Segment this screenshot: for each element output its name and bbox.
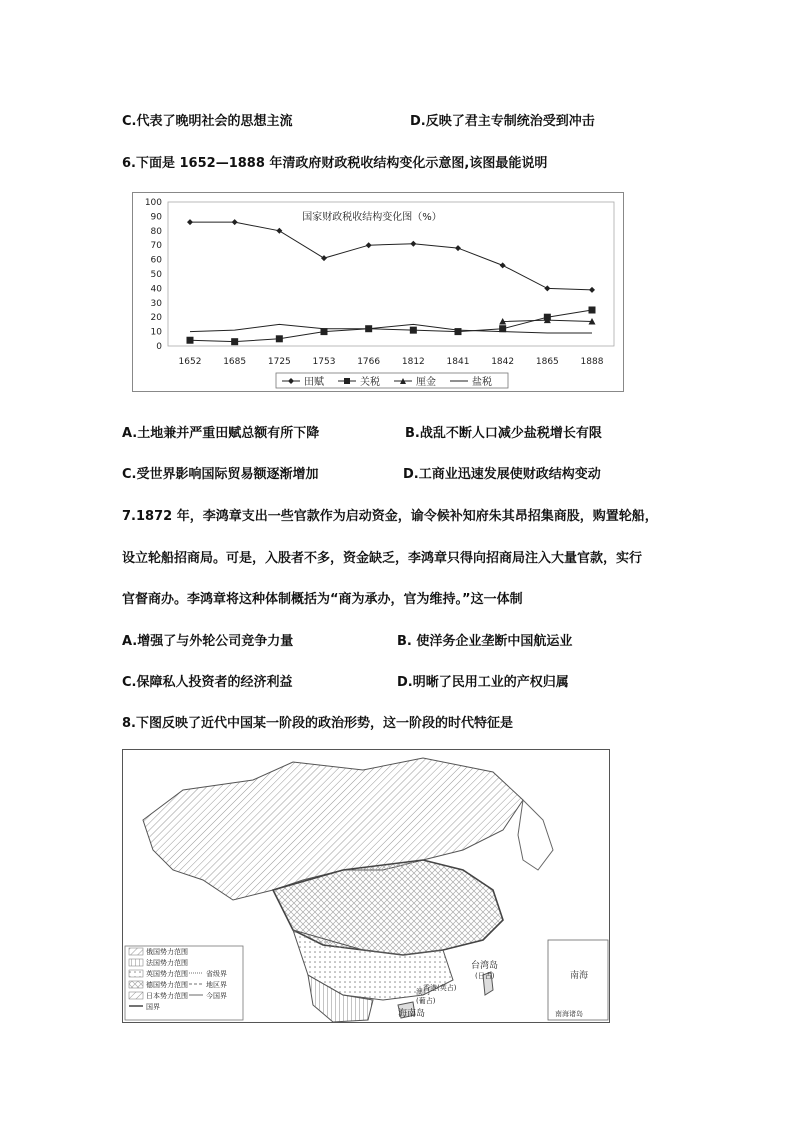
q5-option-d: D.反映了君主专制统治受到冲击 (410, 114, 595, 129)
label-south-sea: 南海 (570, 971, 589, 981)
map-legend-label: 日本势力范围 (146, 992, 188, 1000)
point-square (276, 335, 283, 342)
map-legend-label: 省级界 (206, 970, 227, 978)
chart-svg (132, 192, 624, 392)
x-tick-label: 1766 (357, 357, 381, 367)
x-tick-label: 1841 (446, 357, 470, 367)
y-tick-label: 100 (144, 198, 162, 208)
x-tick-label: 1753 (312, 357, 336, 367)
label-macau: 澳门 (416, 988, 430, 996)
label-hongkong: 香港(英占) (423, 984, 457, 992)
q5-option-c: C.代表了晚明社会的思想主流 (122, 114, 293, 129)
map-legend-label: 俄国势力范围 (146, 948, 188, 956)
y-tick-label: 70 (150, 241, 162, 252)
q7-option-a: A.增强了与外轮公司竞争力量 (122, 634, 294, 649)
label-hainan: 海南岛 (398, 1009, 426, 1019)
map-legend-label: 英国势力范围 (146, 970, 188, 978)
label-taiwan: 台湾岛 (471, 961, 499, 971)
q6-stem: 6.下面是 1652—1888 年清政府财政税收结构变化示意图,该图最能说明 (122, 156, 548, 171)
point-square (455, 328, 462, 335)
x-tick-label: 1685 (223, 357, 247, 367)
point-square (231, 338, 238, 345)
legend-label: 关税 (360, 377, 380, 388)
q7-option-d: D.明晰了民用工业的产权归属 (397, 675, 569, 690)
y-tick-label: 60 (150, 255, 162, 266)
map-legend-label: 今国界 (206, 992, 227, 1000)
point-square (187, 337, 194, 344)
q6-option-b: B.战乱不断人口减少盐税增长有限 (405, 426, 602, 441)
map-legend-label: 地区界 (206, 981, 227, 989)
y-tick-label: 50 (150, 270, 162, 280)
y-tick-label: 30 (150, 298, 162, 309)
y-tick-label: 80 (150, 226, 162, 237)
x-tick-label: 1652 (178, 357, 202, 367)
label-taiwan-status: (日占) (475, 972, 495, 980)
y-tick-label: 40 (150, 284, 162, 295)
x-tick-label: 1812 (401, 357, 425, 367)
x-tick-label: 1842 (491, 357, 515, 367)
q7-option-c: C.保障私人投资者的经济利益 (122, 675, 293, 690)
map-legend-swatch (129, 981, 143, 988)
map-legend-label: 德国势力范围 (146, 981, 188, 989)
map-legend-swatch (129, 959, 143, 966)
korea-japan-outline (518, 800, 553, 870)
chart-title: 国家财政税收结构变化图（%） (302, 212, 442, 223)
x-tick-label: 1725 (267, 357, 291, 367)
q6-option-c: C.受世界影响国际贸易额逐渐增加 (122, 467, 319, 482)
q7-stem-line1: 7.1872 年，李鸿章支出一些官款作为启动资金，谕令候补知府朱其昂招集商股，购置轮船， (122, 509, 658, 524)
spheres-of-influence-map (122, 749, 610, 1023)
x-tick-label: 1888 (580, 357, 604, 367)
y-tick-label: 10 (150, 327, 162, 338)
y-tick-label: 0 (156, 342, 162, 352)
y-tick-label: 90 (150, 212, 162, 223)
q8-stem: 8.下图反映了近代中国某一阶段的政治形势，这一阶段的时代特征是 (122, 716, 513, 731)
map-legend-swatch (129, 970, 143, 977)
q7-stem-line3: 官督商办。李鸿章将这种体制概括为“商为承办，官为维持。”这一体制 (122, 592, 523, 607)
tax-structure-chart (132, 192, 624, 392)
y-tick-label: 20 (150, 313, 162, 324)
x-tick-label: 1865 (535, 357, 559, 367)
map-legend-swatch (129, 992, 143, 999)
map-legend-label: 法国势力范围 (146, 959, 188, 967)
point-square (589, 307, 596, 314)
q7-stem-line2: 设立轮船招商局。可是，入股者不多，资金缺乏，李鸿章只得向招商局注入大量官款，实行 (122, 551, 643, 566)
q7-option-b: B. 使洋务企业垄断中国航运业 (397, 634, 573, 649)
legend-label: 田赋 (304, 377, 324, 388)
map-svg (123, 750, 609, 1022)
legend-label: 盐税 (472, 377, 492, 388)
map-legend-swatch (129, 948, 143, 955)
q6-option-d: D.工商业迅速发展使财政结构变动 (403, 467, 601, 482)
label-south-sea-islands: 南海诸岛 (555, 1010, 583, 1018)
point-square (410, 327, 417, 334)
map-legend-label: 国界 (146, 1003, 160, 1011)
legend-marker (344, 378, 350, 384)
legend-label: 厘金 (416, 377, 436, 388)
label-macau-status: (葡占) (416, 997, 436, 1005)
q6-option-a: A.土地兼并严重田赋总额有所下降 (122, 426, 320, 441)
